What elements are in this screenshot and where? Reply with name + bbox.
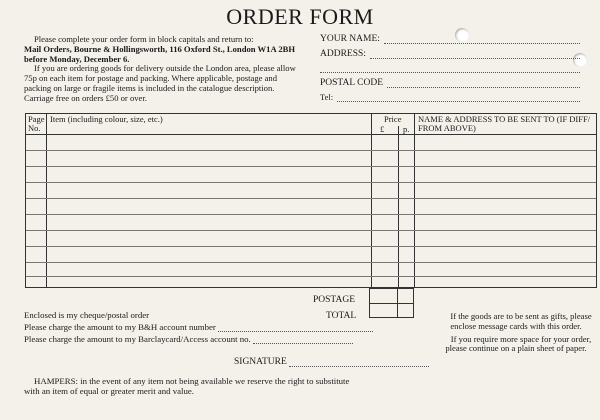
hampers-text: HAMPERS: in the event of any item not being available we reserve the right to substitute with an item of equal or greater merit and value.	[24, 376, 350, 396]
account-number-line[interactable]	[218, 324, 373, 332]
header-price: Price	[384, 114, 402, 124]
postage-note: If you are ordering goods for delivery outside the London area, please allow 75p on each item for postage and packing. Where applicable, postage and packing on large or fragile items is included in the catalogue description. Carriage free on orders £50 or over.	[24, 63, 296, 103]
address-input-line-2[interactable]	[320, 64, 580, 73]
totals-box[interactable]	[369, 288, 414, 318]
table-row[interactable]	[26, 182, 596, 183]
cheque-text: Enclosed is my cheque/postal order	[24, 310, 150, 320]
gift-text-1: If the goods are to be sent as gifts, please enclose message cards with this order.	[450, 311, 592, 331]
intro-line: Please complete your order form in block capitals and return to:	[34, 34, 254, 44]
account-text: Please charge the amount to my B&H account number	[24, 322, 216, 332]
totals-divider	[370, 303, 413, 304]
cheque-option[interactable]	[24, 310, 149, 320]
table-row[interactable]	[26, 214, 596, 215]
tel-label: Tel:	[320, 92, 334, 102]
address-label: ADDRESS:	[320, 49, 366, 59]
signature-label: SIGNATURE	[234, 357, 287, 367]
form-title: ORDER FORM	[226, 4, 374, 29]
name-field[interactable]	[320, 34, 580, 44]
table-row[interactable]	[26, 246, 596, 247]
name-label: YOUR NAME:	[320, 34, 380, 44]
table-row[interactable]	[26, 198, 596, 199]
signature-line[interactable]	[289, 359, 429, 367]
postage-label: POSTAGE	[313, 295, 355, 305]
intro-text	[24, 35, 304, 104]
barclaycard-text: Please charge the amount to my Barclaycard/Access account no.	[24, 334, 251, 344]
address-input-line[interactable]	[370, 50, 580, 59]
hampers-note	[24, 376, 364, 396]
table-row[interactable]	[26, 262, 596, 263]
account-option[interactable]	[24, 322, 373, 332]
address-field[interactable]	[320, 49, 580, 59]
table-row[interactable]	[26, 150, 596, 151]
header-item: Item (including colour, size, etc.)	[50, 114, 163, 124]
barclaycard-option[interactable]	[24, 334, 353, 344]
header-pounds: £	[380, 124, 385, 134]
postal-code-label: POSTAL CODE	[320, 78, 384, 88]
barclaycard-number-line[interactable]	[253, 336, 353, 344]
table-row[interactable]	[26, 166, 596, 167]
address-line-2[interactable]	[320, 64, 580, 73]
name-input-line[interactable]	[384, 35, 580, 44]
tel-field[interactable]	[320, 92, 580, 102]
table-row[interactable]	[26, 276, 596, 277]
gift-note	[436, 312, 596, 354]
signature-field[interactable]	[234, 357, 429, 367]
return-address: Mail Orders, Bourne & Hollingsworth, 116 Oxford St., London W1A 2BH before Monday, December 6.	[24, 43, 296, 64]
table-header-rule	[26, 134, 596, 135]
header-pence: p.	[403, 124, 410, 134]
tel-input-line[interactable]	[337, 93, 580, 102]
postal-code-field[interactable]	[320, 78, 580, 88]
gift-text-2: If you require more space for your order, please continue on a plain sheet of paper.	[445, 333, 592, 354]
header-page-no: Page No.	[28, 114, 45, 133]
postal-code-input-line[interactable]	[387, 79, 580, 88]
total-label: TOTAL	[326, 311, 357, 321]
table-row[interactable]	[26, 230, 596, 231]
order-table	[25, 113, 597, 288]
header-send-address: NAME & ADDRESS TO BE SENT TO (IF DIFF/ FROM ABOVE)	[418, 114, 591, 133]
